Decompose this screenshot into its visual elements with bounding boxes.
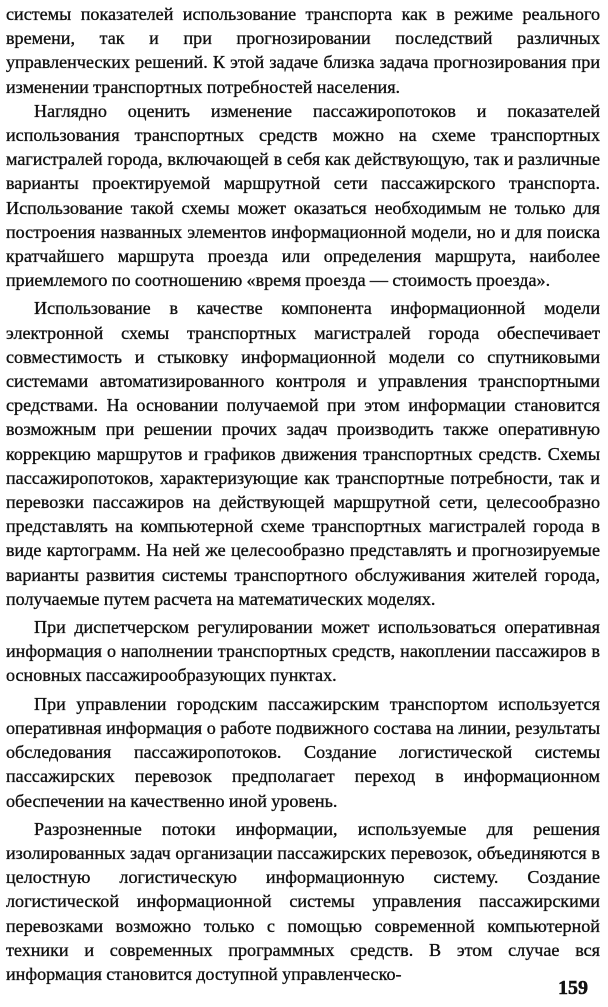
paragraph-5: При управлении городским пассажирским транспортом используется оперативная информация о работе подвижного состава на линии, результаты обследования пассажиропотоков. Создание логистической системы пассажирских перевозок предполагает переход в информационном обеспечении на качественно иной уровень.: [6, 693, 600, 811]
paragraph-6: Разрозненные потоки информации, используемые для решения изолированных задач организации пассажирских перевозок, объединяются в целостную логистическую информационную систему. Создание логистической информационной системы управления пассажирскими перевозками возможно только с помощью современной компьютерной техники и современных программных средств. В этом случае вся информация становится доступной управленческо-: [6, 818, 600, 984]
paragraph-1: системы показателей использование транспорта как в режиме реального времени, так и при прогнозировании последствий различных управленческих решений. К этой задаче близка задача прогнозирования при изменении транспортных потребностей населения.: [6, 4, 600, 97]
page-number: 159: [558, 977, 588, 999]
paragraph-2: Наглядно оценить изменение пассажиропотоков и показателей использования транспортных средств можно на схеме транспортных магистралей города, включающей в себя как действующую, так и различные варианты проектируемой маршрутной сети пассажирского транспорта. Использование такой схемы может оказаться необходимым не только для построения названных элементов информационной модели, но и для поиска кратчайшего маршрута проезда или определения маршрута, наиболее приемлемого по соотношению «время проезда — стоимость проезда».: [6, 100, 600, 291]
paragraph-3: Использование в качестве компонента информационной модели электронной схемы транспортных магистралей города обеспечивает совместимость и стыковку информационной модели со спутниковыми системами автоматизированного контроля и управления транспортными средствами. На основании получаемой при этом информации становится возможным при решении прочих задач производить также оперативную коррекцию маршрутов и графиков движения транспортных средств. Схемы пассажиропотоков, характеризующие как транспортные потребности, так и перевозки пассажиров на действующей маршрутной сети, целесообразно представлять на компьютерной схеме транспортных магистралей города в виде картограмм. На ней же целесообразно представлять и прогнозируемые варианты развития системы транспортного обслуживания жителей города, получаемые путем расчета на математических моделях.: [6, 298, 600, 609]
book-page: [6, 2, 600, 1002]
paragraph-4: При диспетчерском регулировании может использоваться оперативная информация о наполнении транспортных средств, накоплении пассажиров в основных пассажирообразующих пунктах.: [6, 617, 600, 686]
